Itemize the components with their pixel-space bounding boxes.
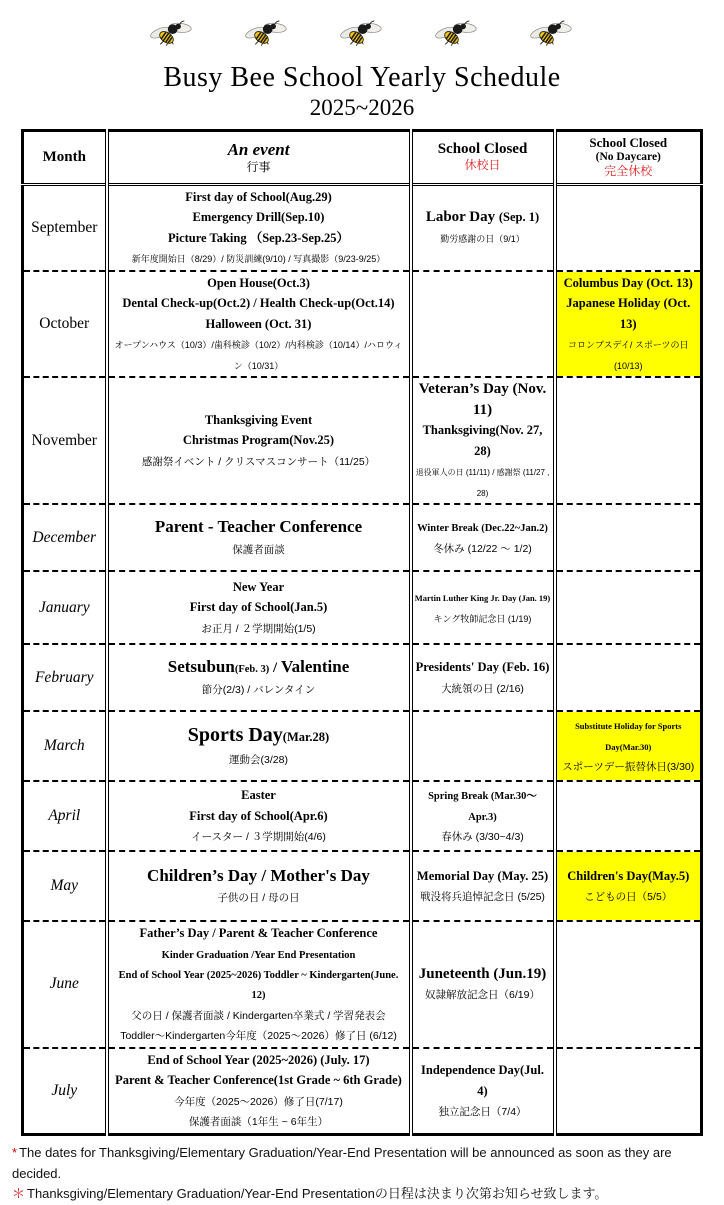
text-segment: Valentine <box>280 657 350 677</box>
no-daycare-header-sub: (No Daycare) <box>595 150 661 163</box>
text-segment: Winter Break (Dec.22~Jan.2) <box>417 523 548 535</box>
school-closed-cell <box>411 851 555 921</box>
event-cell <box>107 571 411 644</box>
school-closed-line <box>415 866 551 886</box>
text-segment: Thanksgiving Event <box>204 412 313 427</box>
event-line <box>111 618 407 638</box>
event-line <box>111 679 407 699</box>
school-closed-line <box>415 461 551 502</box>
text-segment: 春休み (3/30~4/3) <box>441 831 524 844</box>
event-line <box>111 516 407 538</box>
text-segment: Sports Day <box>187 724 283 746</box>
school-closed-cell <box>411 711 555 781</box>
event-cell <box>107 1048 411 1134</box>
text-segment: Juneteenth (Jun.19) <box>418 965 547 982</box>
table-row-june <box>23 921 702 1048</box>
text-segment: お正月 / ２学期開始(1/5) <box>201 622 316 635</box>
event-line <box>111 451 407 471</box>
event-cell <box>107 711 411 781</box>
event-line <box>111 1070 407 1090</box>
month-cell: September <box>31 218 98 236</box>
event-line <box>111 806 407 826</box>
event-line <box>111 785 407 805</box>
table-row-october <box>23 271 702 377</box>
text-segment: Kinder Graduation /Year End Presentation <box>161 949 356 961</box>
school-closed-cell <box>411 571 555 644</box>
event-line <box>111 314 407 334</box>
school-closed-line <box>415 984 551 1004</box>
event-line <box>111 656 407 678</box>
no-daycare-cell <box>555 185 702 271</box>
month-cell: June <box>23 921 107 1048</box>
text-segment: First day of School(Apr.6) <box>189 808 328 823</box>
text-segment: 運動会(3/28) <box>229 753 288 766</box>
event-line <box>111 410 407 430</box>
school-closed-line <box>415 886 551 906</box>
event-header-label: An event <box>227 139 290 159</box>
school-closed-line <box>415 1060 551 1101</box>
table-row-may <box>23 851 702 921</box>
school-closed-line <box>415 587 551 607</box>
event-line <box>111 1111 407 1131</box>
event-line <box>111 273 407 293</box>
no-daycare-header-label: School Closed <box>589 134 668 150</box>
event-line <box>111 944 407 964</box>
text-segment: Christmas Program(Nov.25) <box>182 433 335 448</box>
footnote-text: Thanksgiving/Elementary Graduation/Year-End Presentationの日程は決まり次第お知らせ致します。 <box>27 1186 608 1202</box>
no-daycare-cell <box>555 504 702 571</box>
text-segment: (Mar.28) <box>282 730 330 744</box>
bee-icon <box>435 18 479 50</box>
bee-icon <box>245 18 289 50</box>
no-daycare-header-jp: 完全休校 <box>604 163 653 178</box>
text-segment: Veteran’s Day (Nov. 11) <box>418 381 547 418</box>
event-line <box>111 923 407 943</box>
table-row-september <box>23 185 702 271</box>
no-daycare-cell <box>555 377 702 504</box>
school-closed-line <box>415 608 551 628</box>
page-title: Busy Bee School Yearly Schedule <box>163 62 561 93</box>
school-closed-line <box>415 379 551 420</box>
text-segment: 退役軍人の日 (11/11) / 感謝祭 (11/27 , 28) <box>415 468 550 498</box>
table-row-february <box>23 644 702 711</box>
text-segment: 感謝祭イベント / クリスマスコンサート（11/25） <box>141 455 376 468</box>
text-segment: Columbus Day (Oct. 13) <box>563 275 693 290</box>
month-cell: January <box>23 571 107 644</box>
school-closed-line <box>415 657 551 677</box>
event-line <box>111 1050 407 1070</box>
bee-icon <box>530 18 574 50</box>
col-header-month <box>23 131 107 185</box>
text-segment: 新年度開始日（8/29）/ 防災訓練(9/10) / 写真撮影（9/23-9/25） <box>131 254 386 265</box>
no-daycare-cell <box>555 571 702 644</box>
text-segment: Parent & Teacher Conference(1st Grade ~ 6th Grade) <box>115 1073 402 1088</box>
school-closed-cell <box>411 504 555 571</box>
table-row-november <box>23 377 702 504</box>
event-cell <box>107 644 411 711</box>
event-line <box>111 293 407 313</box>
text-segment: (Feb. 3) <box>234 664 270 676</box>
no-daycare-line <box>559 273 699 293</box>
footnote-asterisk: * <box>12 1144 18 1160</box>
event-line <box>111 887 407 907</box>
text-segment: イースター / ３学期開始(4/6) <box>191 831 326 844</box>
text-segment: / <box>269 660 281 677</box>
text-segment: End of School Year (2025~2026) Toddler ~ Kindergarten(June. 12) <box>118 969 399 1002</box>
text-segment: Parent - Teacher Conference <box>154 517 363 537</box>
event-line <box>111 248 407 268</box>
event-cell <box>107 921 411 1048</box>
text-segment: 保護者面談 <box>232 543 285 556</box>
text-segment: 節分(2/3) / バレンタイン <box>201 683 316 696</box>
text-segment: 冬休み (12/22 ～ 1/2) <box>433 542 532 555</box>
school-closed-line <box>415 1101 551 1121</box>
text-segment: こどもの日（5/5） <box>584 891 673 904</box>
event-line <box>111 1005 407 1025</box>
school-closed-line <box>415 517 551 537</box>
text-segment: Thanksgiving(Nov. 27, 28) <box>422 423 543 458</box>
school-closed-line <box>415 538 551 558</box>
event-line <box>111 187 407 207</box>
month-cell: November <box>23 377 107 504</box>
month-cell: April <box>23 781 107 851</box>
page-year: 2025~2026 <box>309 95 415 120</box>
text-segment: コロンブスデイ/ スポーツの日(10/13) <box>568 340 689 371</box>
text-segment: キング牧師記念日 (1/19) <box>433 613 532 624</box>
event-line <box>111 964 407 1005</box>
no-daycare-cell <box>555 921 702 1048</box>
text-segment: 奴隷解放記念日（6/19） <box>425 989 540 1002</box>
table-row-january <box>23 571 702 644</box>
no-daycare-cell <box>555 271 702 377</box>
text-segment: Children’s Day / Mother's Day <box>147 865 370 885</box>
event-line <box>111 597 407 617</box>
month-cell: October <box>23 271 107 377</box>
col-header-school-closed <box>411 131 555 185</box>
footnotes <box>12 1143 724 1205</box>
event-cell <box>107 185 411 271</box>
text-segment: Picture Taking （Sep.23-Sep.25） <box>167 230 350 245</box>
event-line <box>111 577 407 597</box>
event-line <box>111 430 407 450</box>
school-closed-cell <box>411 921 555 1048</box>
text-segment: Independence Day(Jul. 4) <box>421 1063 544 1098</box>
footnote-line <box>12 1184 724 1205</box>
col-header-no-daycare <box>555 131 702 185</box>
no-daycare-cell <box>555 781 702 851</box>
school-closed-header-jp: 休校日 <box>464 158 501 173</box>
no-daycare-cell <box>555 851 702 921</box>
schedule-table <box>21 129 703 1136</box>
event-cell <box>107 271 411 377</box>
school-closed-cell <box>411 271 555 377</box>
text-segment: 戦没将兵追悼記念日 (5/25) <box>420 891 545 904</box>
table-row-december <box>23 504 702 571</box>
text-segment: オープンハウス（10/3）/歯科検診（10/2）/内科検診（10/14）/ハロウィン（10/31） <box>114 340 403 371</box>
no-daycare-line <box>559 886 699 906</box>
text-segment: 今年度（2025～2026）修了日(7/17) <box>174 1095 343 1108</box>
school-closed-line <box>415 785 551 826</box>
footnote-text: The dates for Thanksgiving/Elementary Graduation/Year-End Presentation will be announced as soon as they are decided. <box>12 1144 672 1181</box>
text-segment: 父の日 / 保護者面談 / Kindergarten卒業式 / 学習発表会 <box>131 1009 386 1022</box>
text-segment: Substitute Holiday for Sports Day(Mar.30) <box>575 721 682 752</box>
table-row-april <box>23 781 702 851</box>
school-closed-line <box>415 826 551 846</box>
text-segment: Toddler～Kindergarten今年度（2025～2026）修了日 (6/12) <box>120 1030 397 1043</box>
school-closed-line <box>415 207 551 227</box>
text-segment: Emergency Drill(Sep.10) <box>192 210 325 225</box>
month-cell: February <box>23 644 107 711</box>
event-cell <box>107 504 411 571</box>
header-row <box>23 131 702 185</box>
text-segment: First day of School(Jan.5) <box>189 600 328 615</box>
text-segment: Labor Day <box>425 209 499 226</box>
col-header-event <box>107 131 411 185</box>
no-daycare-cell <box>555 644 702 711</box>
month-cell: December <box>23 504 107 571</box>
event-cell <box>107 851 411 921</box>
bee-row <box>0 18 724 52</box>
footnote-line <box>12 1143 724 1185</box>
school-closed-cell <box>411 185 555 271</box>
text-segment: Martin Luther King Jr. Day (Jan. 19) <box>414 593 551 604</box>
text-segment: End of School Year (2025~2026) (July. 17) <box>147 1052 370 1067</box>
text-segment: New Year <box>232 579 285 594</box>
school-closed-cell <box>411 781 555 851</box>
no-daycare-line <box>559 334 699 375</box>
month-cell: May <box>23 851 107 921</box>
school-closed-line <box>415 964 551 984</box>
bee-icon <box>150 18 194 50</box>
bee-icon <box>340 18 384 50</box>
no-daycare-line <box>559 715 699 756</box>
event-header-jp: 行事 <box>246 159 271 174</box>
no-daycare-line <box>559 866 699 886</box>
text-segment: 独立記念日（7/4） <box>438 1106 527 1119</box>
event-line <box>111 539 407 559</box>
text-segment: Presidents' Day (Feb. 16) <box>415 660 550 675</box>
text-segment: Japanese Holiday (Oct. 13) <box>566 296 691 331</box>
event-cell <box>107 781 411 851</box>
text-segment: Memorial Day (May. 25) <box>416 868 549 883</box>
school-closed-header-label: School Closed <box>437 141 528 158</box>
school-closed-line <box>415 678 551 698</box>
event-line <box>111 334 407 375</box>
no-daycare-cell <box>555 1048 702 1134</box>
text-segment: 子供の日 / 母の日 <box>217 892 300 905</box>
school-closed-cell <box>411 377 555 504</box>
text-segment: Easter <box>241 788 276 803</box>
school-closed-line <box>415 228 551 248</box>
no-daycare-line <box>559 756 699 776</box>
text-segment: 保護者面談（1年生 ~ 6年生） <box>188 1116 329 1129</box>
no-daycare-cell <box>555 711 702 781</box>
text-segment: Setsubun <box>167 657 235 677</box>
event-line <box>111 826 407 846</box>
school-closed-line <box>415 420 551 461</box>
text-segment: Open House(Oct.3) <box>207 275 310 290</box>
table-row-march <box>23 711 702 781</box>
month-cell: July <box>23 1048 107 1134</box>
month-header-label: Month <box>42 149 86 165</box>
event-line <box>111 228 407 248</box>
school-closed-cell <box>411 644 555 711</box>
school-closed-cell <box>411 1048 555 1134</box>
month-cell: March <box>23 711 107 781</box>
event-cell <box>107 377 411 504</box>
text-segment: Spring Break (Mar.30～Apr.3) <box>428 791 537 823</box>
event-line <box>111 723 407 749</box>
text-segment: スポーツデー振替休日(3/30) <box>562 761 695 774</box>
text-segment: Father’s Day / Parent & Teacher Conference <box>139 926 378 941</box>
text-segment: 大統領の日 (2/16) <box>441 682 524 695</box>
no-daycare-line <box>559 293 699 334</box>
event-line <box>111 1091 407 1111</box>
footnote-asterisk: ＊ <box>12 1186 26 1202</box>
event-line <box>111 1025 407 1045</box>
event-line <box>111 207 407 227</box>
text-segment: (Sep. 1) <box>498 210 540 225</box>
event-line <box>111 865 407 887</box>
text-segment: Children's Day(May.5) <box>567 868 690 883</box>
event-line <box>111 749 407 769</box>
table-row-july <box>23 1048 702 1134</box>
text-segment: 勤労感謝の日（9/1） <box>440 233 525 244</box>
text-segment: First day of School(Aug.29) <box>185 190 332 204</box>
text-segment: Halloween (Oct. 31) <box>205 316 312 331</box>
text-segment: Dental Check-up(Oct.2) / Health Check-up(Oct.14) <box>122 296 395 311</box>
